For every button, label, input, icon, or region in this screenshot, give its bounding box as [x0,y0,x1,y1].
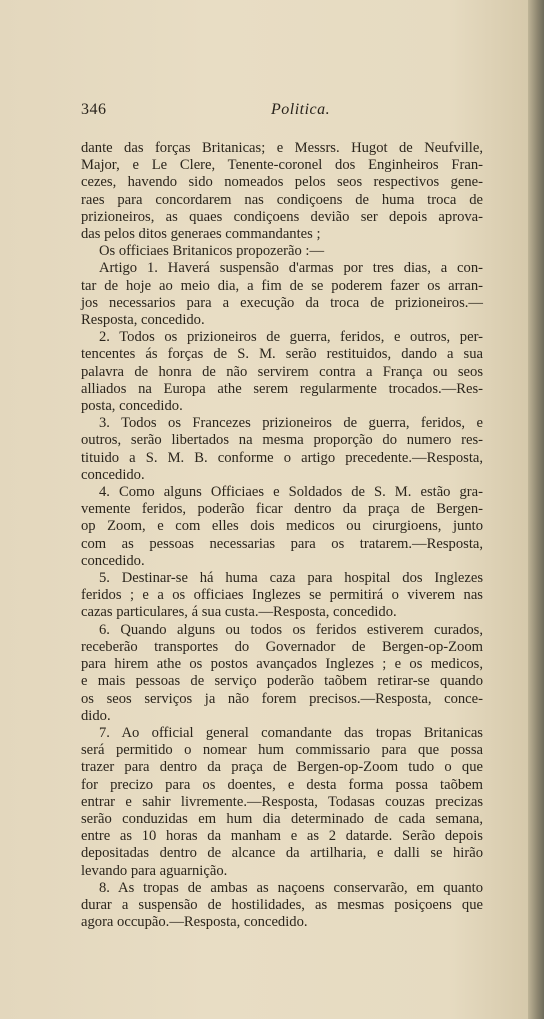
text-line: será permitido o nomear hum commissario para que possa [81,742,483,759]
text-line: das pelos ditos generaes commandantes ; [81,226,321,243]
text-line: trazer para dentro da praça de Bergen-op-Zoom tudo o que [81,759,483,776]
text-line: e mais pessoas de serviço poderão taõbem retirar-se quando [81,673,483,690]
text-line: tituido a S. M. B. conforme o artigo precedente.—Resposta, [81,449,483,466]
text-line: feridos ; e a os officiaes Inglezes se permitirá o viverem nas [81,587,483,604]
text-line: agora occupão.—Resposta, concedido. [81,914,308,931]
text-line: entrar e sahir livremente.—Resposta, Todasas couzas precizas [81,793,483,810]
text-line: tencentes ás forças de S. M. serão restituidos, dando a sua [81,346,483,363]
text-line: vemente feridos, poderão ficar dentro da praça de Bergen- [81,501,483,518]
text-line: levando para aguarnição. [81,862,228,879]
text-line: com as pessoas necessarias para os tratarem.—Resposta, [81,535,483,552]
text-line: concedido. [81,552,145,569]
text-line: 8. As tropas de ambas as naçoens conservarão, em quanto [99,879,483,896]
text-line: prizioneiros, as quaes condiçoens devião ser depois aprova- [81,208,483,225]
text-line: Os officiaes Britanicos propozerão :— [99,243,325,260]
text-line: outros, serão libertados na mesma proporção do numero res- [81,432,483,449]
text-line: raes para concordarem nas condiçoens de huma troca de [81,191,483,208]
text-line: Artigo 1. Haverá suspensão d'armas por tres dias, a con- [99,260,483,277]
text-line: depositadas dentro de alcance da artilharia, e dalli se hirão [81,845,483,862]
text-line: op Zoom, e com elles dois medicos ou cirurgioens, junto [81,518,483,535]
text-line: os seos serviços ja não forem precisos.—Resposta, conce- [81,690,483,707]
text-line: 4. Como alguns Officiaes e Soldados de S. M. estão gra- [99,484,483,501]
text-line: Resposta, concedido. [81,312,205,329]
text-line: jos necessarios para a execução da troca de prizioneiros.— [81,294,483,311]
text-line: palavra de honra de não servirem contra a França ou seos [81,363,483,380]
text-line: concedido. [81,466,145,483]
text-line: 2. Todos os prizioneiros de guerra, feridos, e outros, per- [99,329,483,346]
page-edge-shadow [528,0,544,1019]
page-header [81,101,481,125]
text-line: cezes, havendo sido nomeados pelos seos respectivos gene- [81,174,483,191]
text-line: dante das forças Britanicas; e Messrs. Hugot de Neufville, [81,140,483,156]
text-line: 5. Destinar-se há huma caza para hospital dos Inglezes [99,570,483,587]
text-line: alliados na Europa athe serem regularmente trocados.—Res- [81,380,483,397]
text-line: 6. Quando alguns ou todos os feridos estiverem curados, [99,621,483,638]
text-line: serão conduzidas em hum dia determinado de cada semana, [81,810,483,827]
text-line: tar de hoje ao meio dia, a fim de se poderem fazer os arran- [81,277,483,294]
text-line: for precizo para os doentes, e desta forma possa taõbem [81,776,483,793]
text-line: receberão transportes do Governador de Bergen-op-Zoom [81,638,483,655]
text-line: 7. Ao official general comandante das tropas Britanicas [99,724,483,741]
text-line: Major, e Le Clere, Tenente-coronel dos Enginheiros Fran- [81,157,483,174]
text-line: 3. Todos os Francezes prizioneiros de guerra, feridos, e [99,415,483,432]
text-line: dido. [81,707,111,724]
text-line: posta, concedido. [81,398,183,415]
running-title: Politica. [271,101,331,118]
text-line: cazas particulares, á sua custa.—Resposta, concedido. [81,604,397,621]
text-line: entre as 10 horas da manham e as 2 datarde. Serão depois [81,828,483,845]
text-line: durar a suspensão de hostilidades, as mesmas posiçoens que [81,896,483,913]
page-number: 346 [81,101,107,118]
body-text [81,140,483,931]
text-line: para hirem athe os postos avançados Inglezes ; e os medicos, [81,656,483,673]
